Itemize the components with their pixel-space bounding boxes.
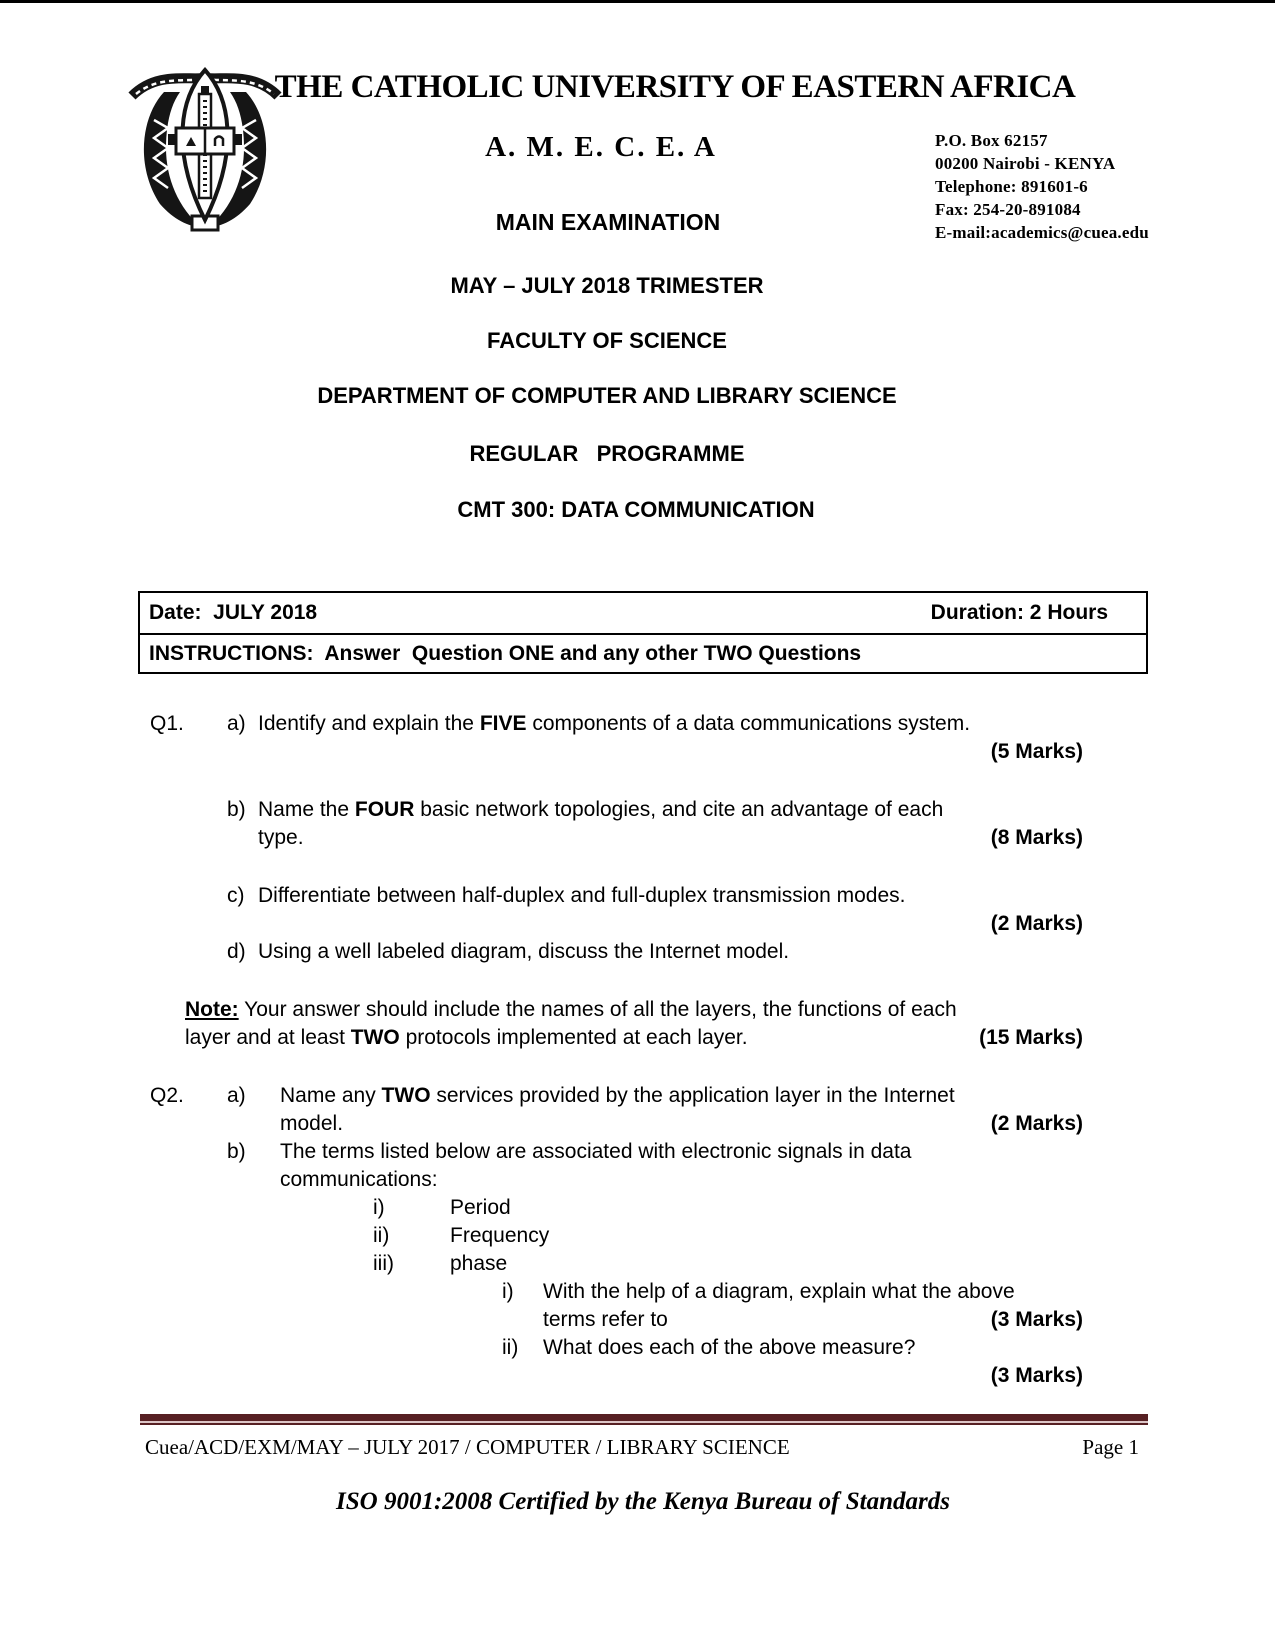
- question-line: [0, 1024, 1275, 1052]
- trimester-heading: MAY – JULY 2018 TRIMESTER: [450, 273, 764, 298]
- contact-line-fax: Fax: 254-20-891084: [935, 200, 1081, 219]
- marks-badge: (3 Marks): [990, 1308, 1083, 1331]
- exam-info-box: [138, 591, 1148, 674]
- programme-heading: REGULAR PROGRAMME: [469, 441, 745, 466]
- question-text: [543, 1278, 1015, 1306]
- question-line: [0, 938, 1275, 966]
- duration-label: Duration: 2 Hours: [930, 601, 1108, 624]
- question-text: [258, 824, 304, 852]
- footer-reference: Cuea/ACD/EXM/MAY – JULY 2017 / COMPUTER / LIBRARY SCIENCE: [145, 1435, 790, 1459]
- text-segment: phase: [450, 1252, 508, 1275]
- marks-badge: (2 Marks): [990, 912, 1083, 935]
- marks-badge: (2 Marks): [990, 1112, 1083, 1135]
- footer-rule-thick-bar: [140, 1414, 1148, 1421]
- marks-badge: (15 Marks): [979, 1026, 1083, 1049]
- text-segment: FOUR: [354, 798, 415, 821]
- text-segment: FIVE: [479, 712, 527, 735]
- question-line: [0, 1334, 1275, 1362]
- marks-line: [0, 910, 1275, 938]
- question-text: [280, 1110, 343, 1138]
- header: [0, 3, 1275, 253]
- course-heading: CMT 300: DATA COMMUNICATION: [457, 497, 815, 522]
- text-segment: Name the: [258, 798, 355, 821]
- question-line: [0, 710, 1275, 738]
- question-text: [543, 1306, 668, 1334]
- part-label: iii): [373, 1252, 394, 1275]
- part-label: a): [227, 712, 246, 735]
- text-segment: The terms listed below are associated with electronic signals in data: [280, 1140, 912, 1163]
- contact-line-email: E-mail:academics@cuea.edu: [935, 223, 1149, 242]
- question-line: [0, 1250, 1275, 1278]
- text-segment: Name any: [280, 1084, 382, 1107]
- question-number: Q2.: [150, 1084, 184, 1107]
- iso-certification: ISO 9001:2008 Certified by the Kenya Bureau of Standards: [336, 1488, 950, 1515]
- footer-rule: [140, 1414, 1148, 1425]
- question-line: [0, 1110, 1275, 1138]
- instructions-label: INSTRUCTIONS: Answer Question ONE and any other TWO Questions: [149, 641, 862, 665]
- marks-line: [0, 1362, 1275, 1390]
- question-text: [543, 1334, 915, 1362]
- question-line: [0, 1306, 1275, 1334]
- question-line: [0, 882, 1275, 910]
- footer-rule-thin-line: [140, 1423, 1148, 1425]
- part-label: i): [502, 1280, 514, 1303]
- footer: [138, 1433, 1148, 1461]
- text-segment: type.: [258, 826, 304, 849]
- question-text: [450, 1194, 511, 1222]
- part-label: a): [227, 1084, 246, 1107]
- question-text: [258, 938, 789, 966]
- question-number: Q1.: [150, 712, 184, 735]
- text-segment: Note:: [185, 998, 239, 1021]
- question-line: [0, 1222, 1275, 1250]
- contact-line-telephone: Telephone: 891601-6: [935, 177, 1088, 196]
- university-title: THE CATHOLIC UNIVERSITY OF EASTERN AFRICA: [274, 69, 1076, 105]
- question-text: [450, 1222, 549, 1250]
- question-line: [0, 1278, 1275, 1306]
- text-segment: Identify and explain the: [258, 712, 480, 735]
- question-line: [0, 1138, 1275, 1166]
- part-label: b): [227, 1140, 246, 1163]
- part-label: b): [227, 798, 246, 821]
- question-text: [258, 796, 943, 824]
- text-segment: TWO: [381, 1084, 431, 1107]
- text-segment: layer and at least: [185, 1026, 351, 1049]
- text-segment: model.: [280, 1112, 344, 1135]
- contact-line-pobox: P.O. Box 62157: [935, 131, 1048, 150]
- question-line: [0, 996, 1275, 1024]
- page-number: Page 1: [1082, 1435, 1139, 1459]
- marks-badge: (3 Marks): [990, 1364, 1083, 1387]
- part-label: ii): [502, 1336, 519, 1359]
- text-segment: services provided by the application layer in the Internet: [430, 1084, 955, 1107]
- question-line: [0, 1166, 1275, 1194]
- marks-line: [0, 738, 1275, 766]
- date-label: Date: JULY 2018: [149, 601, 318, 624]
- text-segment: Differentiate between half-duplex and full-duplex transmission modes.: [258, 884, 906, 907]
- contact-line-city: 00200 Nairobi - KENYA: [935, 154, 1116, 173]
- text-segment: basic network topologies, and cite an advantage of each: [414, 798, 944, 821]
- part-label: d): [227, 940, 246, 963]
- question-text: [450, 1250, 507, 1278]
- text-segment: Your answer should include the names of all the layers, the functions of each: [238, 998, 957, 1021]
- question-line: [0, 1194, 1275, 1222]
- department-heading: DEPARTMENT OF COMPUTER AND LIBRARY SCIENCE: [317, 383, 897, 408]
- info-row-date-duration: [140, 593, 1146, 635]
- marks-badge: (8 Marks): [990, 826, 1083, 849]
- questions: [0, 710, 1275, 1390]
- text-segment: Using a well labeled diagram, discuss the Internet model.: [258, 940, 790, 963]
- question-text: [185, 996, 957, 1024]
- text-segment: communications:: [280, 1168, 438, 1191]
- main-examination-heading: MAIN EXAMINATION: [495, 209, 721, 235]
- question-text: [280, 1082, 955, 1110]
- info-row-instructions: [140, 635, 1146, 672]
- text-segment: Frequency: [450, 1224, 550, 1247]
- text-segment: components of a data communications system.: [526, 712, 971, 735]
- part-label: c): [227, 884, 245, 907]
- question-text: [280, 1138, 911, 1166]
- question-line: [0, 824, 1275, 852]
- question-text: [258, 710, 970, 738]
- part-label: ii): [373, 1224, 390, 1247]
- text-segment: TWO: [350, 1026, 400, 1049]
- amecea-title: A. M. E. C. E. A: [485, 131, 717, 163]
- part-label: i): [373, 1196, 385, 1219]
- faculty-heading: FACULTY OF SCIENCE: [487, 328, 727, 353]
- question-text: [185, 1024, 748, 1052]
- text-segment: terms refer to: [543, 1308, 668, 1331]
- question-line: [0, 1082, 1275, 1110]
- question-text: [280, 1166, 438, 1194]
- question-text: [258, 882, 905, 910]
- text-segment: What does each of the above measure?: [543, 1336, 916, 1359]
- text-segment: With the help of a diagram, explain what the above: [543, 1280, 1015, 1303]
- question-line: [0, 796, 1275, 824]
- text-segment: Period: [450, 1196, 511, 1219]
- marks-badge: (5 Marks): [990, 740, 1083, 763]
- text-segment: protocols implemented at each layer.: [399, 1026, 748, 1049]
